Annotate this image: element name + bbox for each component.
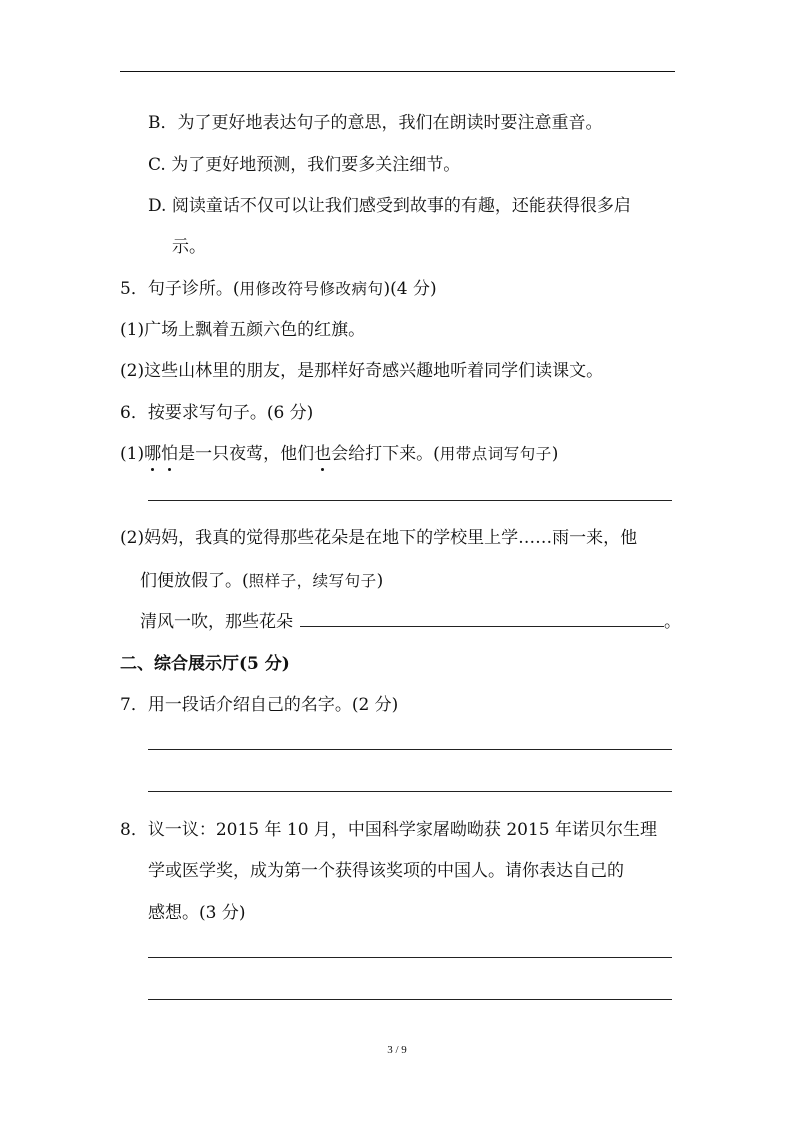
dotted-word: 也 — [314, 439, 331, 464]
question-8-line2: 学或医学奖，成为第一个获得该奖项的中国人。请你表达自己的 — [148, 861, 624, 881]
question-6-item-2-prompt: 清风一吹，那些花朵 — [140, 612, 293, 632]
answer-line[interactable] — [300, 626, 664, 627]
question-5-title: 5．句子诊所。(用修改符号修改病句)(4 分) — [120, 279, 437, 299]
dotted-word: 哪 — [144, 439, 161, 464]
answer-line[interactable] — [148, 500, 672, 501]
answer-line[interactable] — [148, 957, 672, 958]
answer-line[interactable] — [148, 791, 672, 792]
question-6-item-2-line1: (2)妈妈，我真的觉得那些花朵是在地下的学校里上学……雨一来，他 — [120, 528, 638, 548]
question-5-item-1: (1)广场上飘着五颜六色的红旗。 — [120, 320, 366, 340]
question-6-item-1: (1)哪怕是一只夜莺，他们也会给打下来。(用带点词写句子) — [120, 439, 558, 464]
period: 。 — [664, 612, 681, 632]
question-6-item-2-line2: 们便放假了。(照样子，续写句子) — [140, 571, 384, 591]
answer-line[interactable] — [148, 999, 672, 1000]
question-8-line3: 感想。(3 分) — [148, 903, 246, 923]
option-d-line1: D. 阅读童话不仅可以让我们感受到故事的有趣，还能获得很多启 — [148, 196, 631, 216]
option-d-line2: 示。 — [172, 237, 206, 257]
question-7-title: 7．用一段话介绍自己的名字。(2 分) — [120, 695, 399, 715]
section-2-title: 二、综合展示厅(5 分) — [120, 654, 290, 674]
question-6-title: 6．按要求写句子。(6 分) — [120, 403, 314, 423]
dotted-word: 怕 — [161, 439, 178, 464]
option-b: B．为了更好地表达句子的意思，我们在朗读时要注意重音。 — [148, 113, 603, 133]
page-number: 3 / 9 — [387, 1044, 407, 1056]
question-8-line1: 8．议一议：2015 年 10 月，中国科学家屠呦呦获 2015 年诺贝尔生理 — [120, 820, 657, 840]
option-c: C. 为了更好地预测，我们要多关注细节。 — [148, 155, 461, 175]
answer-line[interactable] — [148, 749, 672, 750]
question-5-item-2: (2)这些山林里的朋友，是那样好奇感兴趣地听着同学们读课文。 — [120, 361, 604, 381]
header-rule — [120, 71, 675, 72]
